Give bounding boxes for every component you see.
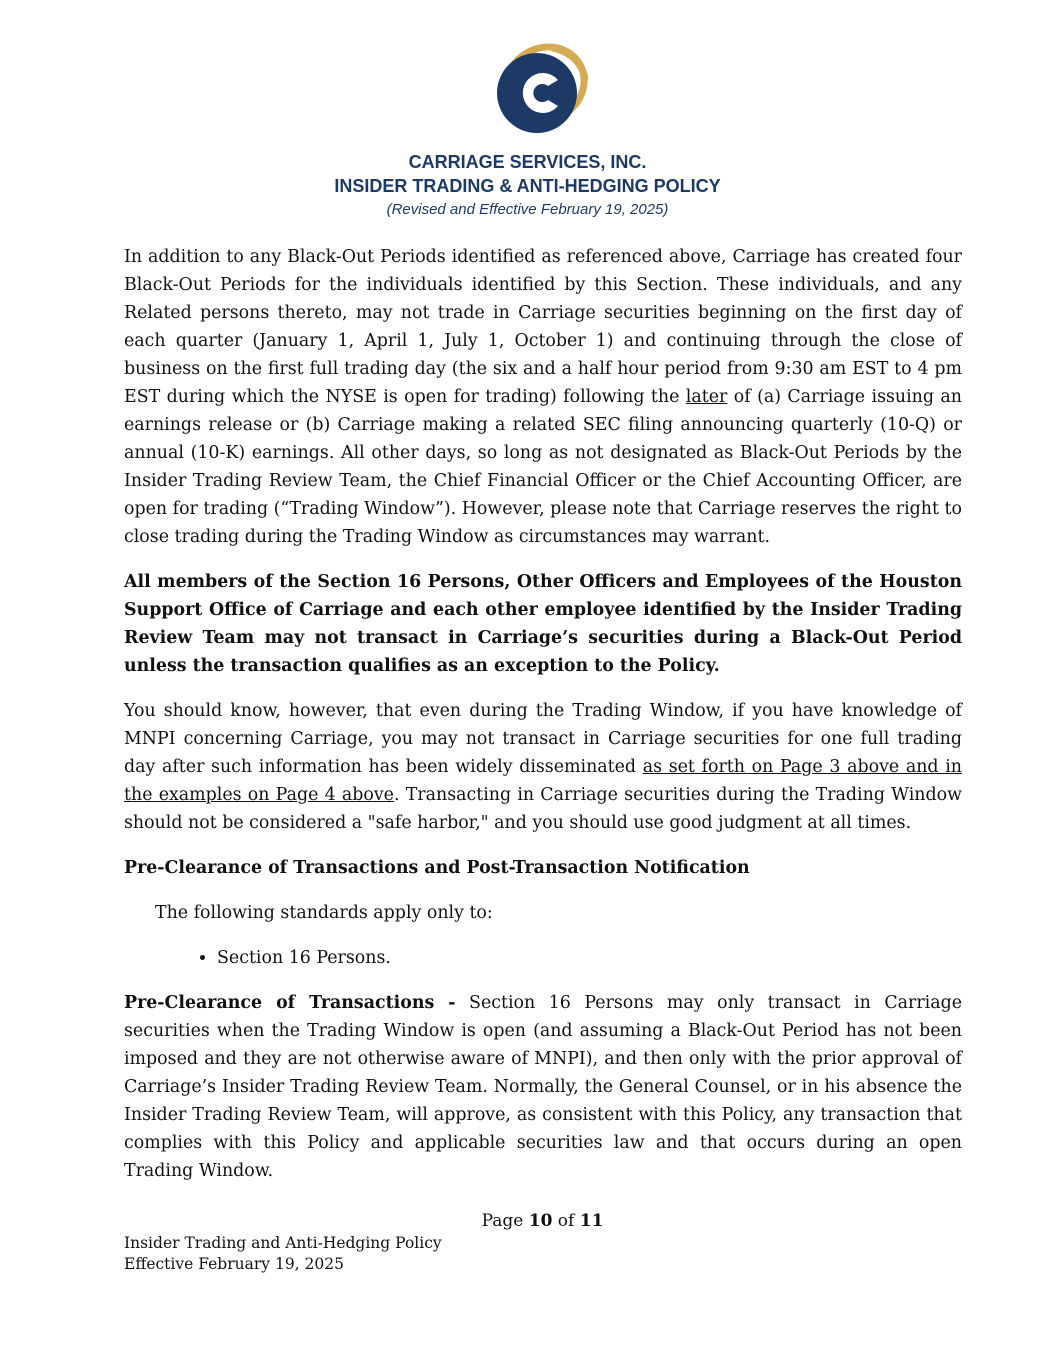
standards-intro: The following standards apply only to:	[155, 903, 493, 923]
blackout-restriction-paragraph: All members of the Section 16 Persons, Other Officers and Employees of the Houston Support Office of Carriage and each other employee identified by the Insider Trading Review Team may not transact in Carriage’s securities during a Black-Out Period unless the transaction qualifies as an exception to the Policy.	[124, 572, 962, 676]
preclearance-heading: Pre-Clearance of Transactions and Post-Transaction Notification	[124, 858, 750, 878]
page-number: Page 10 of 11	[481, 1211, 604, 1231]
mnpi-paragraph: You should know, however, that even during the Trading Window, if you have knowledge of MNPI concerning Carriage, you may not transact in Carriage securities for one full trading day after such information has been widely disseminated as set forth on Page 3 above and in the examples on Page 4 above. Transacting in Carriage securities during the Trading Window should not be considered a "safe harbor," and you should use good judgment at all times.	[124, 701, 962, 833]
applicability-list	[124, 944, 962, 972]
policy-title: INSIDER TRADING & ANTI-HEDGING POLICY	[334, 176, 721, 196]
company-logo	[492, 40, 592, 140]
blackout-periods-paragraph: In addition to any Black-Out Periods identified as referenced above, Carriage has created four Black-Out Periods for the individuals identified by this Section. These individuals, and any Related persons thereto, may not trade in Carriage securities beginning on the first day of each quarter (January 1, April 1, July 1, October 1) and continuing through the close of business on the first full trading day (the six and a half hour period from 9:30 am EST to 4 pm EST during which the NYSE is open for trading) following the later of (a) Carriage issuing an earnings release or (b) Carriage making a related SEC filing announcing quarterly (10-Q) or annual (10-K) earnings. All other days, so long as not designated as Black-Out Periods by the Insider Trading Review Team, the Chief Financial Officer or the Chief Accounting Officer, are open for trading (“Trading Window”). However, please note that Carriage reserves the right to close trading during the Trading Window as circumstances may warrant.	[124, 247, 962, 547]
preclearance-lead: Pre-Clearance of Transactions -	[124, 993, 456, 1013]
list-item: • Section 16 Persons.	[217, 944, 962, 972]
page-reference: as set forth on Page 3 above and in the examples on Page 4 above	[124, 757, 962, 805]
revision-note: (Revised and Effective February 19, 2025)	[386, 201, 669, 218]
preclearance-paragraph: Pre-Clearance of Transactions - Section 16 Persons may only transact in Carriage securities when the Trading Window is open (and assuming a Black-Out Period has not been imposed and they are not otherwise aware of MNPI), and then only with the prior approval of Carriage’s Insider Trading Review Team. Normally, the General Counsel, or in his absence the Insider Trading Review Team, will approve, as consistent with this Policy, any transaction that complies with this Policy and applicable securities law and that occurs during an open Trading Window.	[124, 993, 962, 1181]
later-emphasis: later	[685, 387, 728, 407]
policy-body	[124, 243, 962, 1202]
footer-title: Insider Trading and Anti-Hedging Policy	[124, 1234, 442, 1252]
document-footer	[124, 1233, 442, 1275]
footer-effective-date: Effective February 19, 2025	[124, 1255, 344, 1273]
company-name: CARRIAGE SERVICES, INC.	[408, 152, 647, 172]
document-header	[0, 150, 1055, 222]
carriage-logo-icon	[492, 40, 592, 140]
